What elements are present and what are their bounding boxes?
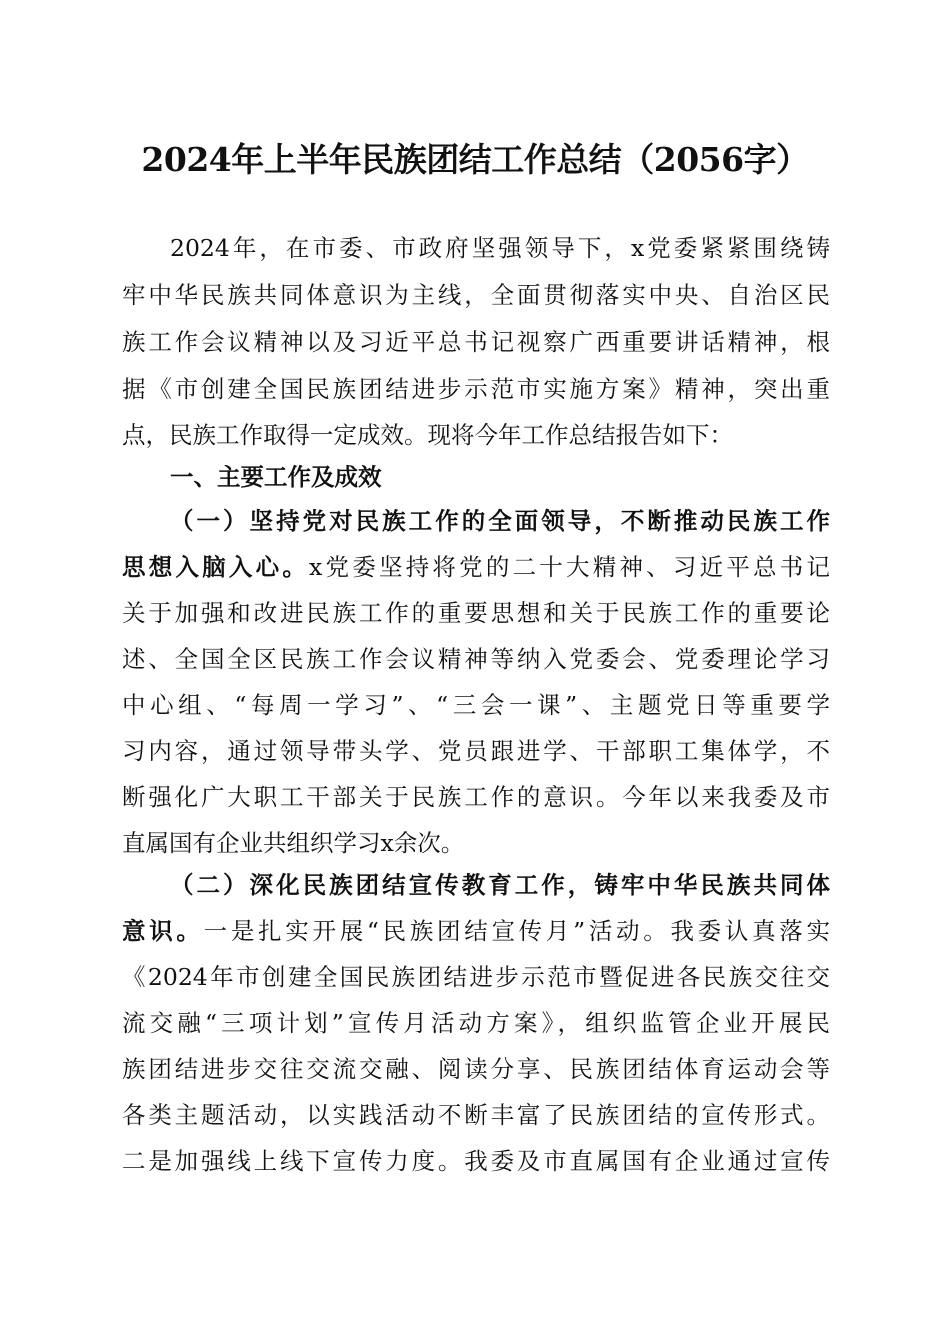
- item1-line-5: 中心组、“每周一学习”、“三会一课”、主题党日等重要学: [122, 691, 830, 719]
- document-title: 2024年上半年民族团结工作总结（2056字）: [141, 140, 809, 179]
- item2-heading-line: （二）深化民族团结宣传教育工作，铸牢中华民族共同体: [170, 871, 830, 899]
- item2-line-4: 流交融“三项计划”宣传月活动方案》，组织监管企业开展民: [122, 1009, 830, 1037]
- intro-line-2: 牢中华民族共同体意识为主线，全面贯彻落实中央、自治区民: [122, 281, 830, 309]
- item1-line-4: 述、全国全区民族工作会议精神等纳入党委会、党委理论学习: [122, 645, 830, 673]
- item2-line-5: 族团结进步交往交流交融、阅读分享、民族团结体育运动会等: [122, 1055, 830, 1083]
- item2-heading-tail: 意识。: [122, 917, 204, 945]
- item1-line-2-text: x党委坚持将党的二十大精神、习近平总书记: [309, 553, 830, 581]
- intro-line-1: 2024年，在市委、市政府坚强领导下，x党委紧紧围绕铸: [170, 234, 830, 262]
- intro-line-5: 点，民族工作取得一定成效。现将今年工作总结报告如下：: [122, 421, 733, 449]
- item2-line-6: 各类主题活动，以实践活动不断丰富了民族团结的宣传形式。: [122, 1101, 830, 1129]
- item1-heading-line: （一）坚持党对民族工作的全面领导，不断推动民族工作: [170, 507, 830, 535]
- item1-heading-tail: 思想入脑入心。: [122, 553, 310, 581]
- item1-line-7: 断强化广大职工干部关于民族工作的意识。今年以来我委及市: [122, 783, 830, 811]
- item2-line-7: 二是加强线上线下宣传力度。我委及市直属国有企业通过宣传: [122, 1147, 830, 1175]
- intro-line-4: 据《市创建全国民族团结进步示范市实施方案》精神，突出重: [122, 375, 830, 403]
- item1-line-8: 直属国有企业共组织学习x余次。: [122, 829, 465, 857]
- item2-line-2: [122, 908, 830, 954]
- item1-line-3: 关于加强和改进民族工作的重要思想和关于民族工作的重要论: [122, 599, 830, 627]
- item1-line-2: [122, 544, 830, 590]
- intro-line-3: 族工作会议精神以及习近平总书记视察广西重要讲话精神，根: [122, 328, 830, 356]
- section-heading-1: 一、主要工作及成效: [170, 463, 382, 491]
- item1-line-6: 习内容，通过领导带头学、党员跟进学、干部职工集体学，不: [122, 737, 830, 765]
- item2-line-3: 《2024年市创建全国民族团结进步示范市暨促进各民族交往交: [122, 963, 830, 991]
- item2-line-2-text: 一是扎实开展“民族团结宣传月”活动。我委认真落实: [203, 917, 830, 945]
